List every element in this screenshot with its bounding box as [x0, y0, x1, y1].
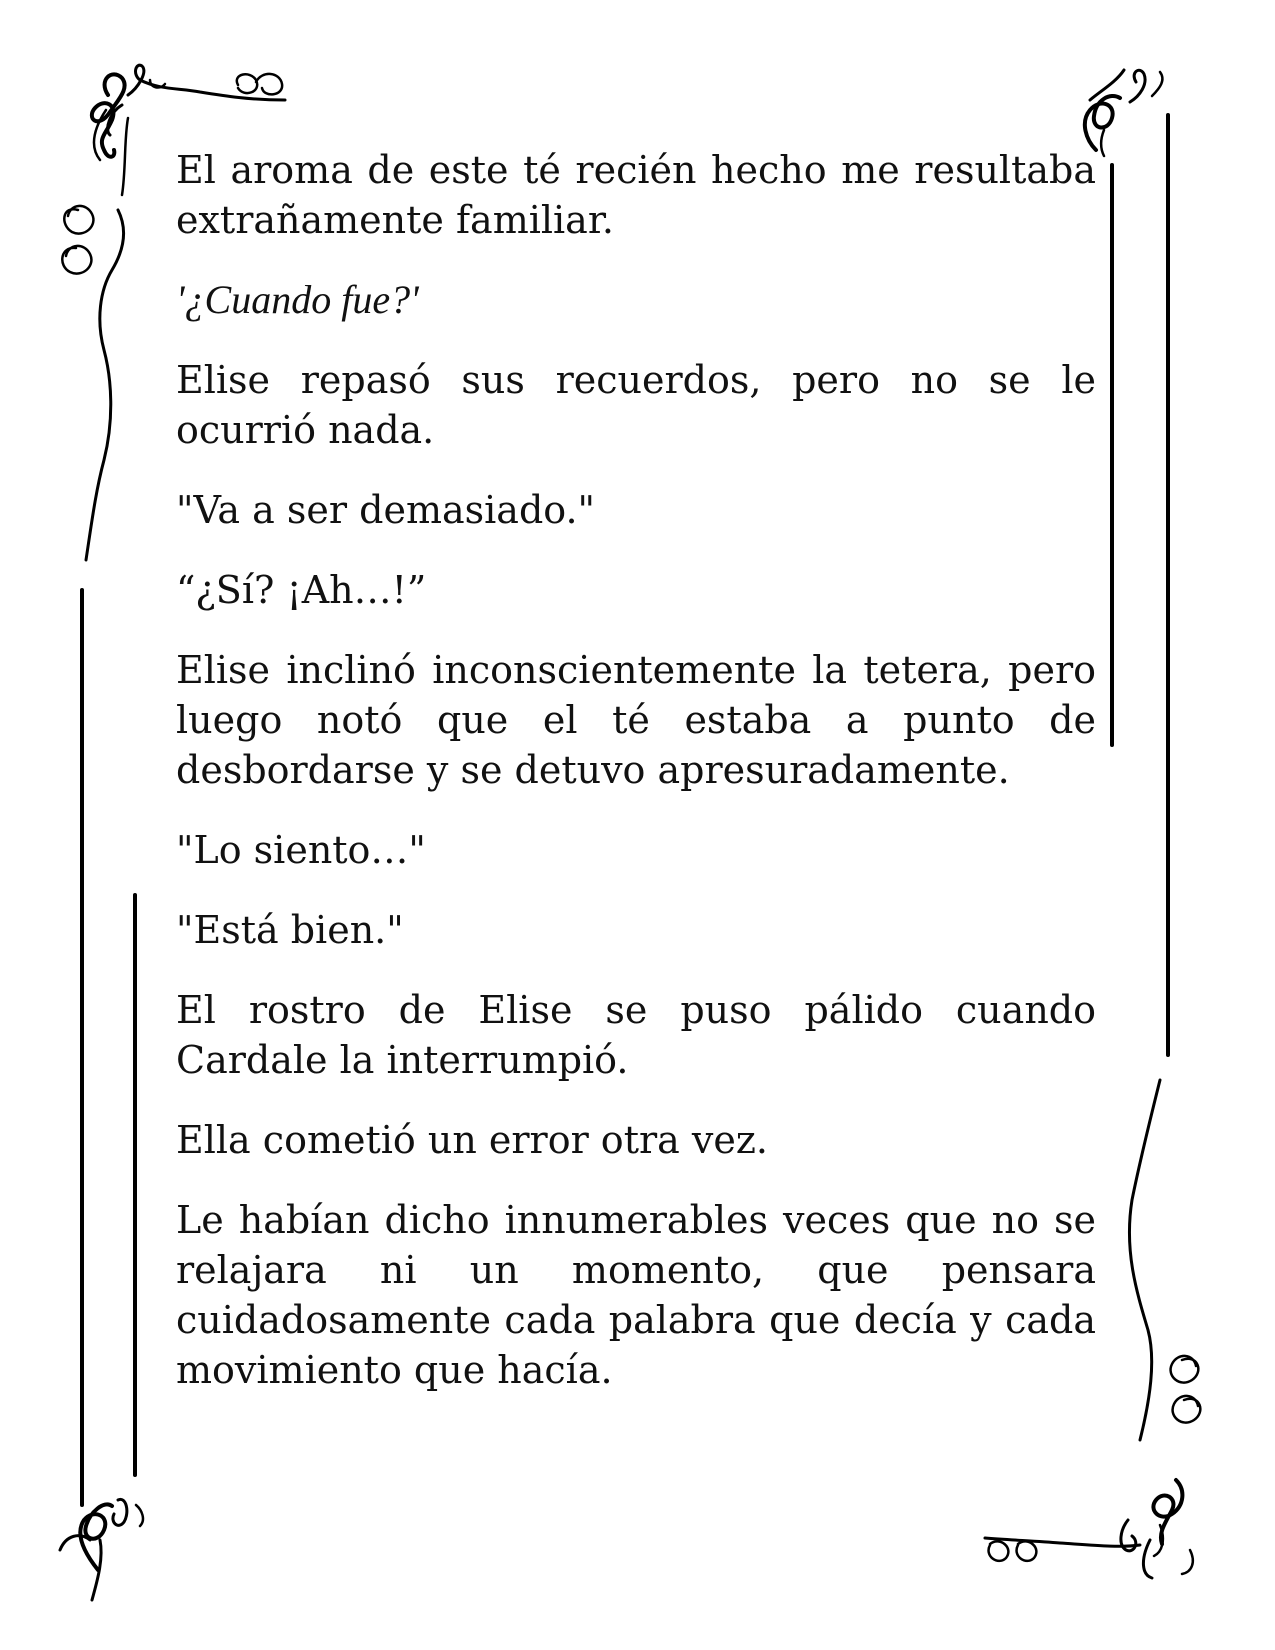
dialogue-paragraph: "Lo siento…": [176, 828, 426, 872]
thought-paragraph: '¿Cuando fue?': [176, 277, 419, 322]
bottom-left-flourish-icon: [60, 1499, 143, 1600]
paragraph: Le habían dicho innumerables veces que no se relajara ni un momento, que pensara cuidadosamente cada palabra que decía y cada movimiento que hacía.: [176, 1198, 1096, 1392]
story-text: [176, 145, 1096, 1425]
top-right-flourish-icon: [1085, 70, 1163, 156]
dialogue-paragraph: "Está bien.": [176, 908, 404, 952]
paragraph: Elise inclinó inconscientemente la tetera, pero luego notó que el té estaba a punto de desbordarse y se detuvo apresuradamente.: [176, 648, 1096, 792]
paragraph: Elise repasó sus recuerdos, pero no se le ocurrió nada.: [176, 358, 1096, 452]
paragraph: El aroma de este té recién hecho me resultaba extrañamente familiar.: [176, 148, 1096, 242]
paragraph: Ella cometió un error otra vez.: [176, 1118, 768, 1162]
paragraph: El rostro de Elise se puso pálido cuando Cardale la interrumpió.: [176, 988, 1096, 1082]
dialogue-paragraph: "Va a ser demasiado.": [176, 488, 596, 532]
dialogue-paragraph: “¿Sí? ¡Ah…!”: [176, 568, 427, 612]
